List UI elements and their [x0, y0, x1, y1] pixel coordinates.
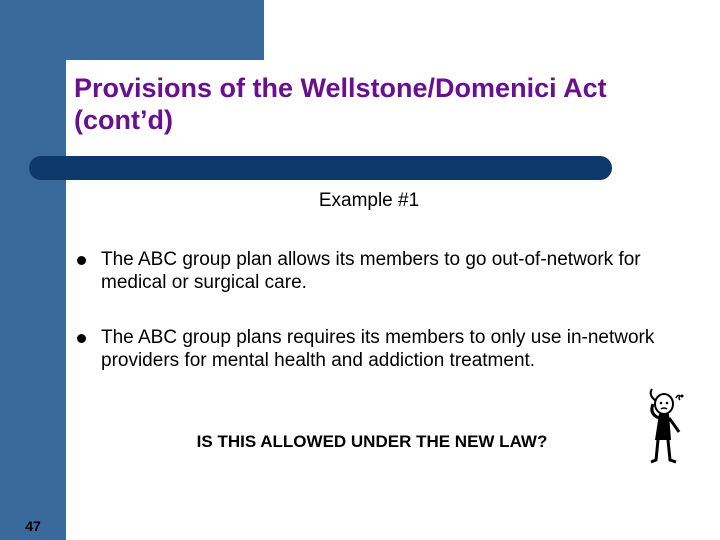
thinking-person-icon — [640, 388, 694, 464]
top-accent-block — [66, 0, 264, 60]
bullet-dot-icon — [77, 256, 86, 265]
page-number: 47 — [25, 518, 41, 534]
left-sidebar-bar — [0, 0, 66, 540]
bullet-text: The ABC group plan allows its members to go out-of-network for medical or surgical care. — [101, 249, 641, 293]
bullet-list — [76, 248, 666, 404]
slide-subtitle: Example #1 — [318, 190, 420, 211]
slide-title: Provisions of the Wellstone/Domenici Act (cont’d) — [74, 73, 607, 135]
question-text: IS THIS ALLOWED UNDER THE NEW LAW? — [196, 432, 548, 451]
title-underline-bar — [29, 156, 612, 180]
bullet-text: The ABC group plans requires its members to only use in-network providers for mental health and addiction treatment. — [101, 327, 655, 371]
bullet-item — [76, 326, 666, 372]
bullet-dot-icon — [77, 334, 86, 343]
bullet-item — [76, 248, 666, 294]
